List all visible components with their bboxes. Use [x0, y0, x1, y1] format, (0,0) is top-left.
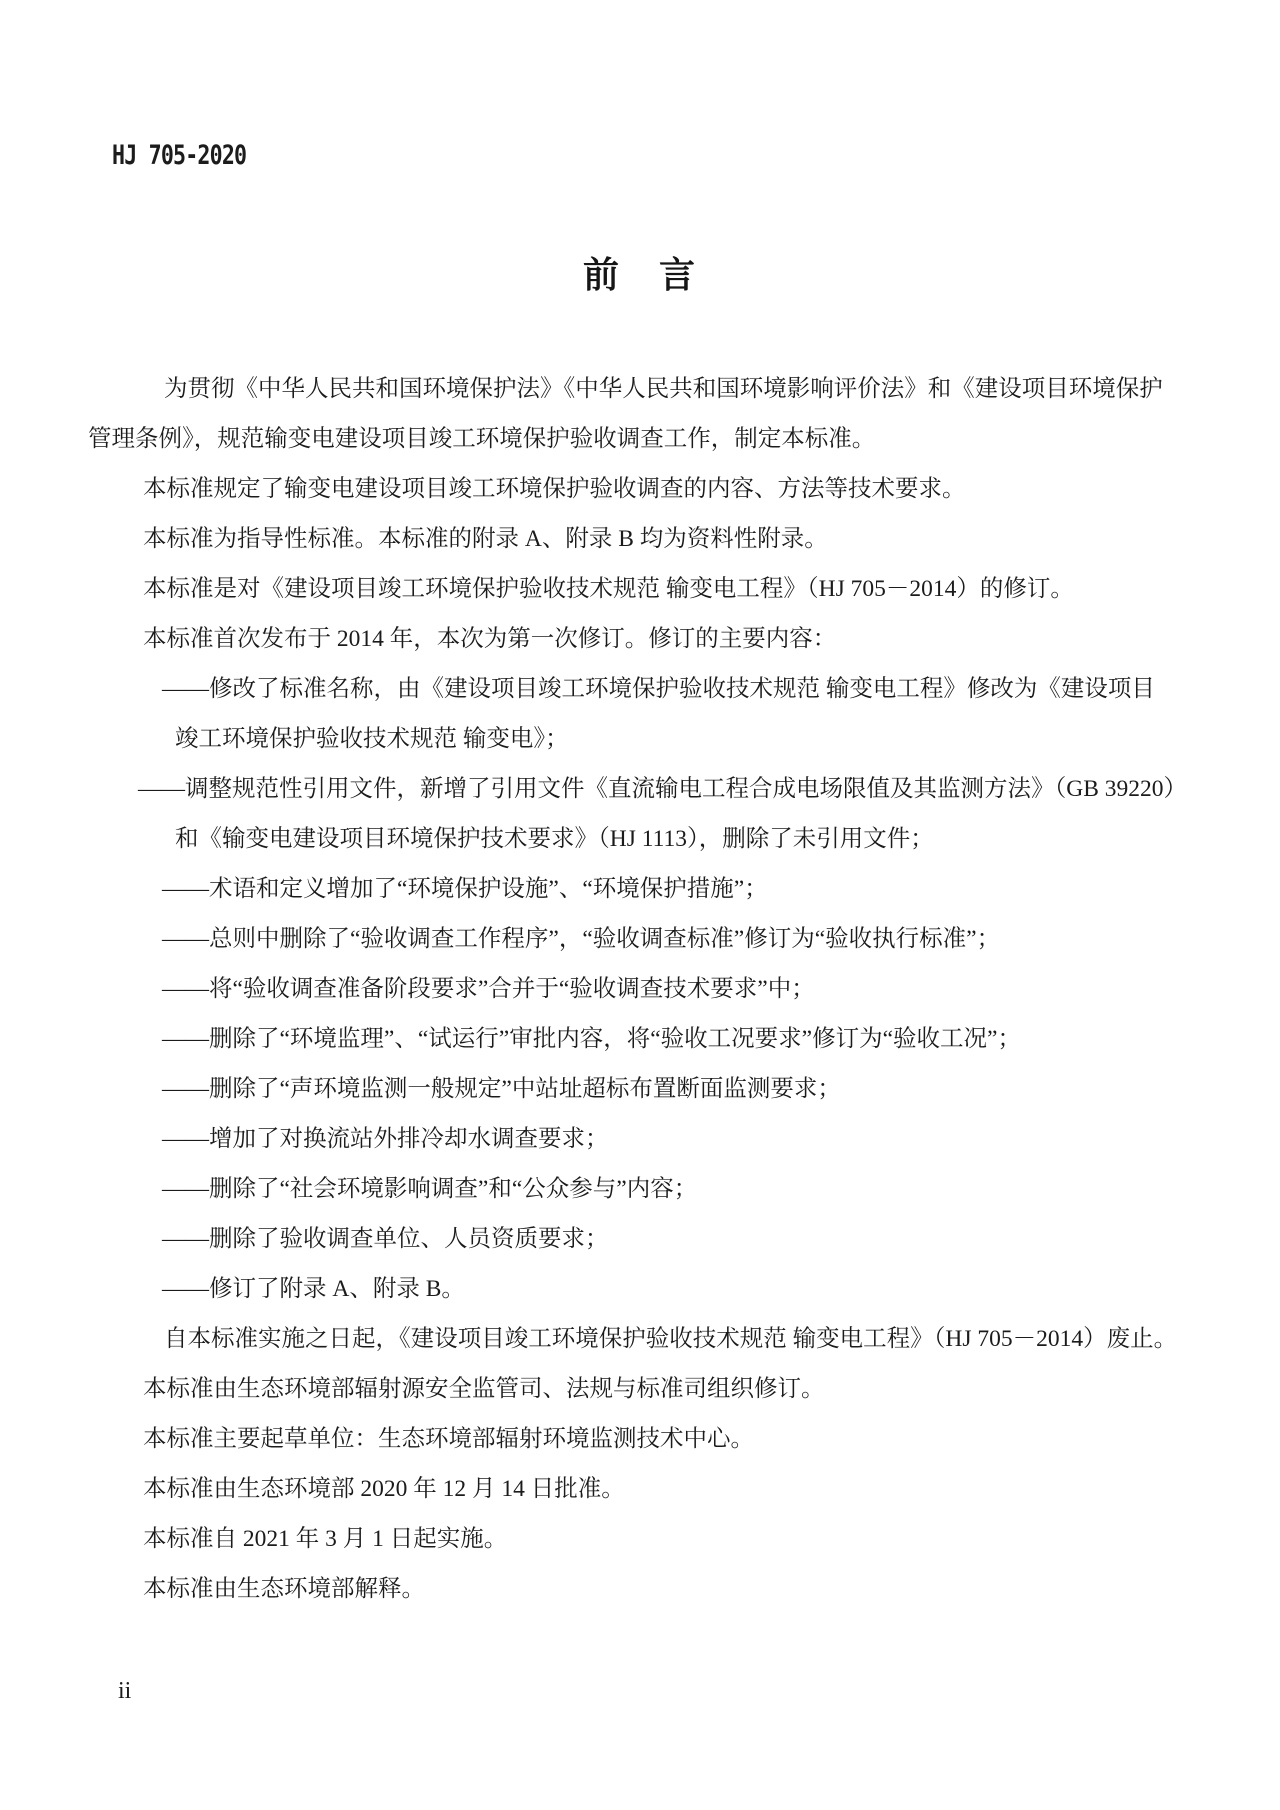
foreword-list-item: ——删除了“声环境监测一般规定”中站址超标布置断面监测要求； — [162, 1076, 841, 1102]
foreword-list-item-continuation: 竣工环境保护验收技术规范 输变电》； — [175, 726, 569, 752]
foreword-list-item: ——调整规范性引用文件，新增了引用文件《直流输电工程合成电场限值及其监测方法》（GB 39220） — [138, 776, 1188, 802]
foreword-line: 管理条例》，规范输变电建设项目竣工环境保护验收调查工作，制定本标准。 — [88, 426, 876, 452]
foreword-list-item: ——增加了对换流站外排冷却水调查要求； — [162, 1126, 609, 1152]
page-number: ii — [118, 1678, 132, 1704]
foreword-list-item: ——将“验收调查准备阶段要求”合并于“验收调查技术要求”中； — [162, 976, 815, 1002]
foreword-line: 本标准为指导性标准。本标准的附录 A、附录 B 均为资料性附录。 — [143, 526, 828, 552]
foreword-line: 自本标准实施之日起，《建设项目竣工环境保护验收技术规范 输变电工程》（HJ 705－2014）废止。 — [164, 1326, 1178, 1352]
foreword-line: 本标准由生态环境部解释。 — [143, 1576, 425, 1602]
foreword-list-item: ——删除了“环境监理”、“试运行”审批内容，将“验收工况要求”修订为“验收工况”； — [162, 1026, 1021, 1052]
standard-code: HJ 705-2020 — [112, 140, 247, 171]
foreword-line: 为贯彻《中华人民共和国环境保护法》《中华人民共和国环境影响评价法》和《建设项目环境保护 — [164, 376, 1163, 402]
foreword-list-item: ——删除了验收调查单位、人员资质要求； — [162, 1226, 609, 1252]
foreword-list-item: ——术语和定义增加了“环境保护设施”、“环境保护措施”； — [162, 876, 768, 902]
foreword-line: 本标准规定了输变电建设项目竣工环境保护验收调查的内容、方法等技术要求。 — [143, 476, 966, 502]
foreword-line: 本标准是对《建设项目竣工环境保护验收技术规范 输变电工程》（HJ 705－2014）的修订。 — [143, 576, 1074, 602]
foreword-list-item: ——总则中删除了“验收调查工作程序”，“验收调查标准”修订为“验收执行标准”； — [162, 926, 1001, 952]
foreword-line: 本标准自 2021 年 3 月 1 日起实施。 — [143, 1526, 508, 1552]
foreword-list-item-continuation: 和《输变电建设项目环境保护技术要求》（HJ 1113），删除了未引用文件； — [175, 826, 934, 852]
foreword-list-item: ——修改了标准名称，由《建设项目竣工环境保护验收技术规范 输变电工程》修改为《建设项目 — [162, 676, 1155, 702]
foreword-line: 本标准首次发布于 2014 年，本次为第一次修订。修订的主要内容： — [143, 626, 837, 652]
foreword-line: 本标准由生态环境部 2020 年 12 月 14 日批准。 — [143, 1476, 625, 1502]
foreword-list-item: ——修订了附录 A、附录 B。 — [162, 1276, 465, 1302]
foreword-line: 本标准由生态环境部辐射源安全监管司、法规与标准司组织修订。 — [143, 1376, 825, 1402]
page-title: 前 言 — [582, 254, 697, 295]
foreword-body — [88, 364, 1192, 1614]
foreword-list-item: ——删除了“社会环境影响调查”和“公众参与”内容； — [162, 1176, 698, 1202]
foreword-line: 本标准主要起草单位：生态环境部辐射环境监测技术中心。 — [143, 1426, 754, 1452]
